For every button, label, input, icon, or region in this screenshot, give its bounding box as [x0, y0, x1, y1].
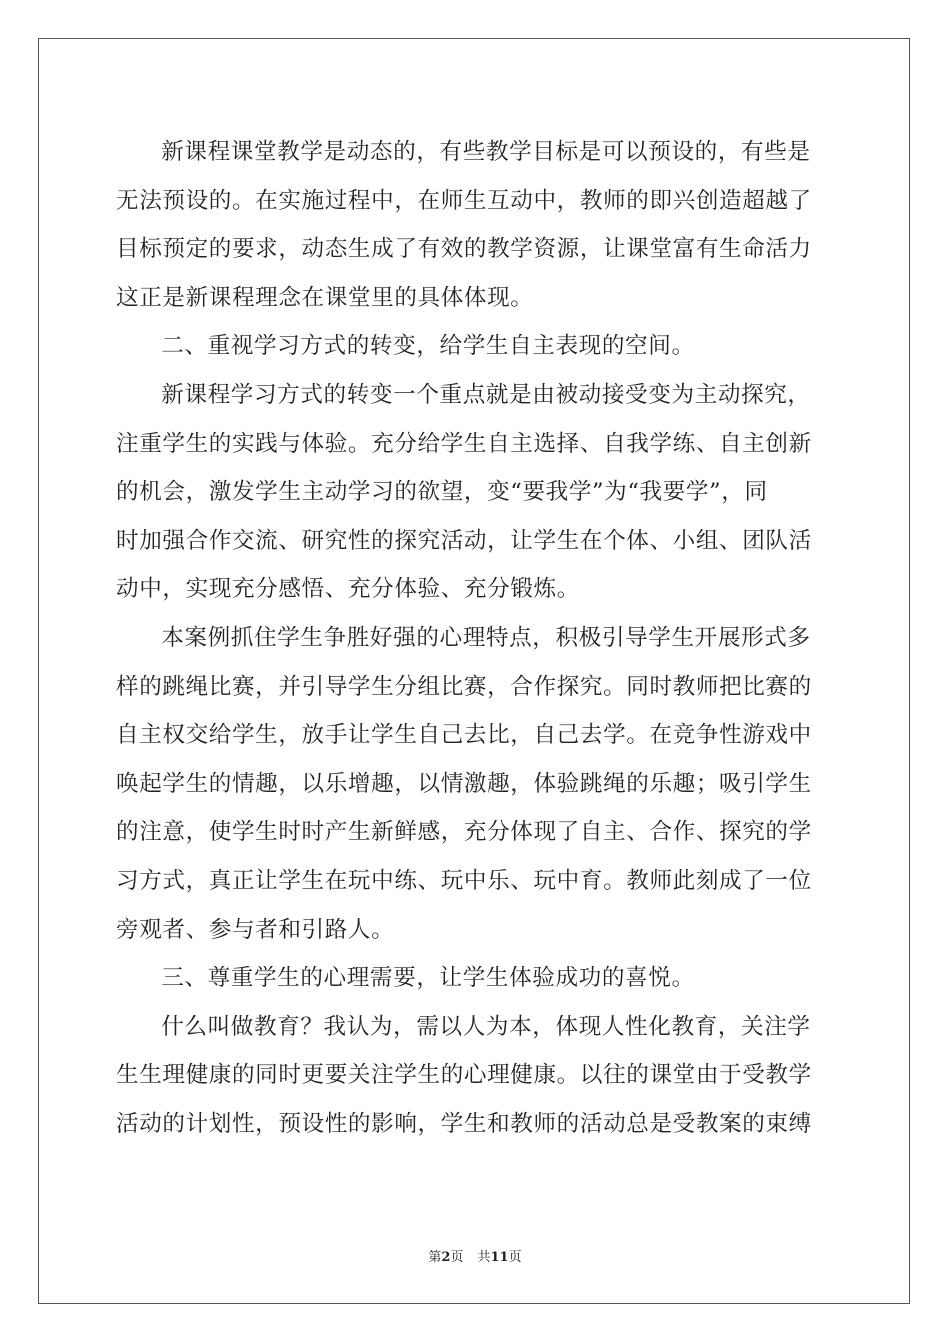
section-heading-2 [116, 322, 832, 371]
line: 自主权交给学生，放手让学生自己去比，自己去学。在竞争性游戏中 [116, 722, 812, 749]
line: 注重学生的实践与体验。充分给学生自主选择、自我学练、自主创新 [116, 430, 812, 457]
page-footer [0, 1246, 950, 1265]
line: 新课程课堂教学是动态的，有些教学目标是可以预设的，有些是 [161, 139, 811, 165]
paragraph-4 [116, 614, 832, 954]
line: 旁观者、参与者和引路人。 [116, 916, 395, 943]
line: 习方式，真正让学生在玩中练、玩中乐、玩中育。教师此刻成了一位 [116, 867, 812, 894]
paragraph-3 [116, 371, 832, 614]
section-heading-3 [116, 954, 832, 1003]
total-pages: 11 [490, 1250, 509, 1265]
line: 唤起学生的情趣，以乐增趣，以情激趣，体验跳绳的乐趣；吸引学生 [116, 770, 812, 797]
line: 的注意，使学生时时产生新鲜感，充分体现了自主、合作、探究的学 [116, 819, 812, 846]
line: 动中，实现充分感悟、充分体验、充分锻炼。 [116, 576, 580, 603]
line: 本案例抓住学生争胜好强的心理特点，积极引导学生开展形式多 [161, 624, 811, 651]
line: 什么叫做教育？我认为，需以人为本，体现人性化教育，关注学 [161, 1013, 811, 1040]
line: 活动的计划性，预设性的影响，学生和教师的活动总是受教案的束缚 [116, 1110, 812, 1137]
line: 样的跳绳比赛，并引导学生分组比赛，合作探究。同时教师把比赛的 [116, 673, 812, 700]
line: 的机会，激发学生主动学习的欲望，变“要我学”为“我要学”，同 [116, 479, 768, 506]
page-number: 2 [441, 1250, 451, 1265]
line: 无法预设的。在实施过程中，在师生互动中，教师的即兴创造超越了 [116, 187, 812, 214]
page-suffix: 页 [450, 1250, 464, 1265]
total-prefix: 共 [477, 1250, 491, 1265]
paragraph-6 [116, 1003, 832, 1149]
line: 目标预定的要求，动态生成了有效的教学资源，让课堂富有生命活力 [116, 236, 812, 263]
line: 生生理健康的同时更要关注学生的心理健康。以往的课堂由于受教学 [116, 1062, 812, 1089]
document-body [116, 128, 832, 1148]
total-suffix: 页 [508, 1250, 522, 1265]
line: 这正是新课程理念在课堂里的具体体现。 [116, 284, 534, 311]
line: 二、重视学习方式的转变，给学生自主表现的空间。 [161, 333, 695, 360]
line: 新课程学习方式的转变一个重点就是由被动接受变为主动探究， [161, 381, 811, 408]
line: 三、尊重学生的心理需要，让学生体验成功的喜悦。 [161, 965, 695, 992]
page-prefix: 第 [428, 1250, 442, 1265]
line: 时加强合作交流、研究性的探究活动，让学生在个体、小组、团队活 [116, 527, 812, 554]
paragraph-1 [116, 128, 832, 322]
